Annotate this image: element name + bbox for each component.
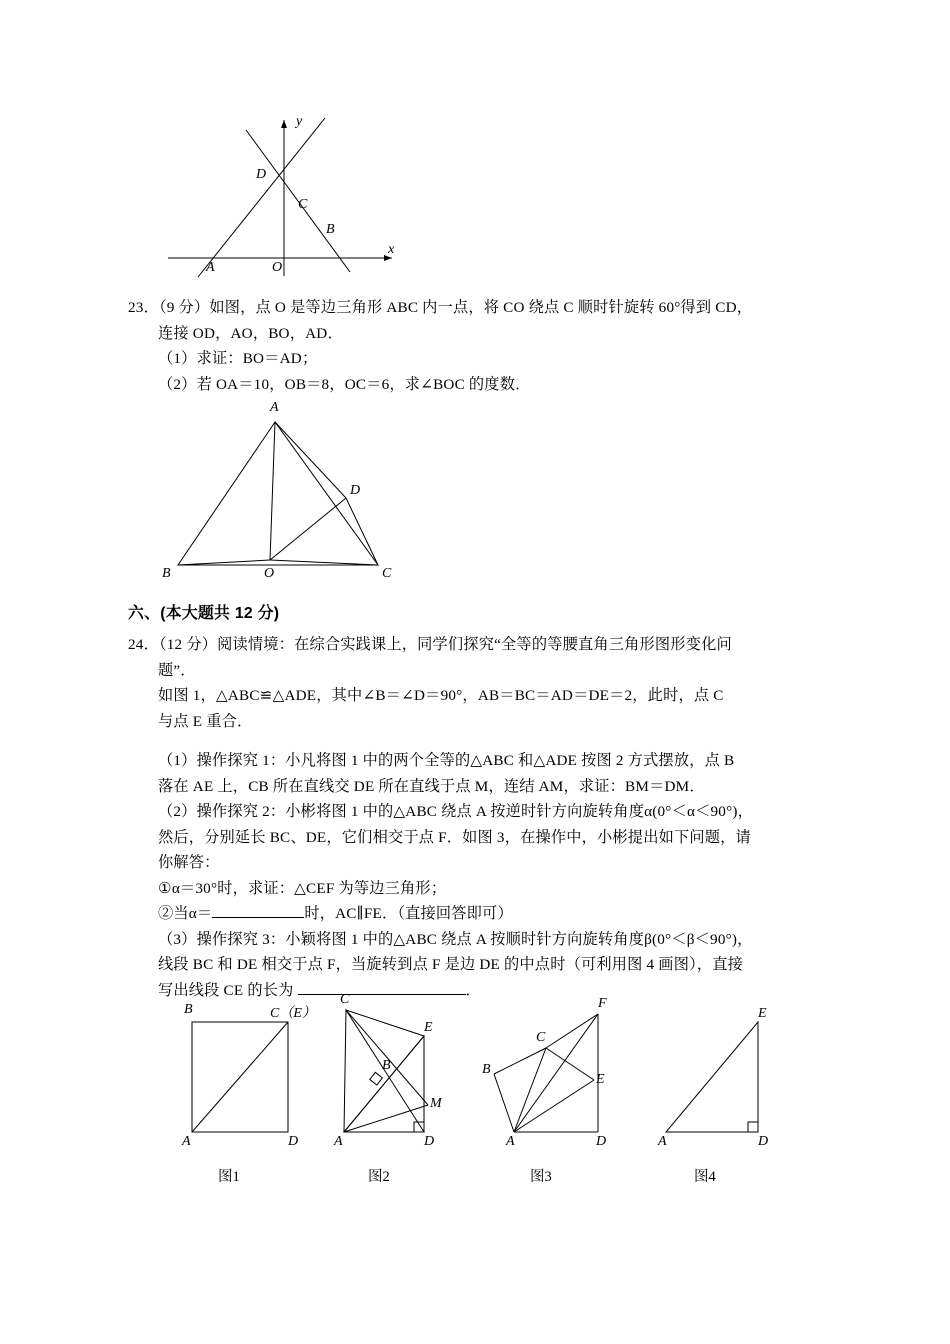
- axis-label-x: x: [388, 242, 395, 257]
- figure-1: [170, 1000, 320, 1200]
- q23-part-1: （1）求证：BO＝AD；: [158, 350, 318, 367]
- point-label-C: C: [382, 566, 392, 581]
- fig1-label-D: D: [288, 1134, 299, 1149]
- fig3-label-E: E: [596, 1072, 605, 1087]
- axis-label-y: y: [296, 114, 303, 129]
- q24-part2-item2-pre: ②当α＝: [158, 905, 213, 922]
- q24-part3-line1: （3）操作探究 3：小颖将图 1 中的△ABC 绕点 A 按顺时针方向旋转角度β(0°＜β＜90°)，: [158, 930, 753, 948]
- fig3-label-D: D: [596, 1134, 607, 1149]
- question-24-parts: [128, 748, 833, 1003]
- fig3-caption: 图3: [530, 1169, 552, 1185]
- q24-answer-blank-ce[interactable]: [298, 980, 466, 995]
- fig2-label-B: B: [382, 1058, 391, 1073]
- q24-part3-line3-post: ．: [465, 981, 481, 999]
- fig1-label-B: B: [184, 1002, 193, 1017]
- fig1-label-CE: C（E）: [270, 1006, 316, 1021]
- q24-part2-line1: （2）操作探究 2：小彬将图 1 中的△ABC 绕点 A 按逆时针方向旋转角度α(0°＜α＜90°)，: [158, 803, 754, 820]
- point-label-O: O: [264, 566, 275, 581]
- fig1-caption: 图1: [218, 1169, 240, 1185]
- q24-part1-line1: （1）操作探究 1：小凡将图 1 中的两个全等的△ABC 和△ADE 按图 2 方式摆放，点 B: [158, 752, 735, 769]
- q24-part2-line2: 然后，分别延长 BC、DE，它们相交于点 F．如图 3，在操作中，小彬提出如下问题，请: [158, 828, 751, 846]
- q24-part1-line2: 落在 AE 上，CB 所在直线交 DE 所在直线于点 M，连结 AM，求证：BM＝DM．: [158, 777, 705, 795]
- fig1-label-A: A: [182, 1134, 191, 1149]
- figure-3: [482, 996, 656, 1200]
- q23-stem-line1: 23．（9 分）如图，点 O 是等边三角形 ABC 内一点，将 CO 绕点 C 顺时针旋转 60°得到 CD，: [128, 299, 753, 316]
- question-24-block: [128, 632, 833, 734]
- point-label-A: A: [270, 400, 279, 415]
- q24-stem-line1: 24．（12 分）阅读情境：在综合实践课上，同学们探究“全等的等腰直角三角形图形变化问: [128, 636, 732, 653]
- fig2-label-E: E: [424, 1020, 433, 1035]
- point-label-C: C: [298, 197, 308, 212]
- fig4-caption: 图4: [694, 1169, 716, 1185]
- figure-4: [650, 1000, 810, 1200]
- q24-part3-line3-pre: 写出线段 CE 的长为: [158, 981, 294, 999]
- figures-row: [150, 992, 830, 1210]
- point-label-B: B: [326, 222, 335, 237]
- fig2-label-A: A: [334, 1134, 343, 1149]
- q23-stem-line2: 连接 OD，AO，BO，AD．: [158, 324, 343, 342]
- q24-part2-line3: 你解答：: [158, 854, 220, 871]
- q24-stem-line2: 题”．: [158, 661, 196, 679]
- q24-stem-line4: 与点 E 重合．: [158, 712, 253, 730]
- fig2-label-D: D: [424, 1134, 435, 1149]
- section-heading: 六、(本大题共 12 分): [128, 605, 280, 622]
- fig4-label-A: A: [658, 1134, 667, 1149]
- triangle-figure: [160, 400, 460, 590]
- fig3-label-C: C: [536, 1030, 546, 1045]
- point-label-B: B: [162, 566, 171, 581]
- point-label-D: D: [350, 483, 361, 498]
- fig3-label-A: A: [506, 1134, 515, 1149]
- fig4-label-D: D: [758, 1134, 769, 1149]
- q24-part2-item2-post: 时，AC∥FE．（直接回答即可）: [304, 905, 513, 922]
- point-label-D: D: [256, 167, 267, 182]
- fig2-caption: 图2: [368, 1169, 390, 1185]
- q24-part2-item1: ①α＝30°时，求证：△CEF 为等边三角形；: [158, 879, 447, 897]
- q24-part2-item2: [128, 901, 833, 927]
- fig4-label-E: E: [758, 1006, 767, 1021]
- q24-answer-blank-alpha[interactable]: [212, 903, 304, 918]
- fig3-label-F: F: [598, 996, 607, 1011]
- fig2-label-C: C: [340, 992, 350, 1007]
- q24-stem-line3: 如图 1，△ABC≌△ADE，其中∠B＝∠D＝90°，AB＝BC＝AD＝DE＝2，此时，点 C: [158, 687, 724, 704]
- figure-2: [328, 992, 488, 1200]
- fig3-label-B: B: [482, 1062, 491, 1077]
- coordinate-graph-figure: [150, 110, 410, 285]
- point-label-A: A: [206, 260, 215, 275]
- fig2-label-M: M: [430, 1096, 442, 1111]
- q24-part3-line2: 线段 BC 和 DE 相交于点 F，当旋转到点 F 是边 DE 的中点时（可利用图 4 画图），直接: [158, 956, 744, 973]
- q23-part-2: （2）若 OA＝10，OB＝8，OC＝6，求∠BOC 的度数．: [158, 375, 531, 393]
- question-23-block: [128, 295, 828, 397]
- point-label-O: O: [272, 260, 283, 275]
